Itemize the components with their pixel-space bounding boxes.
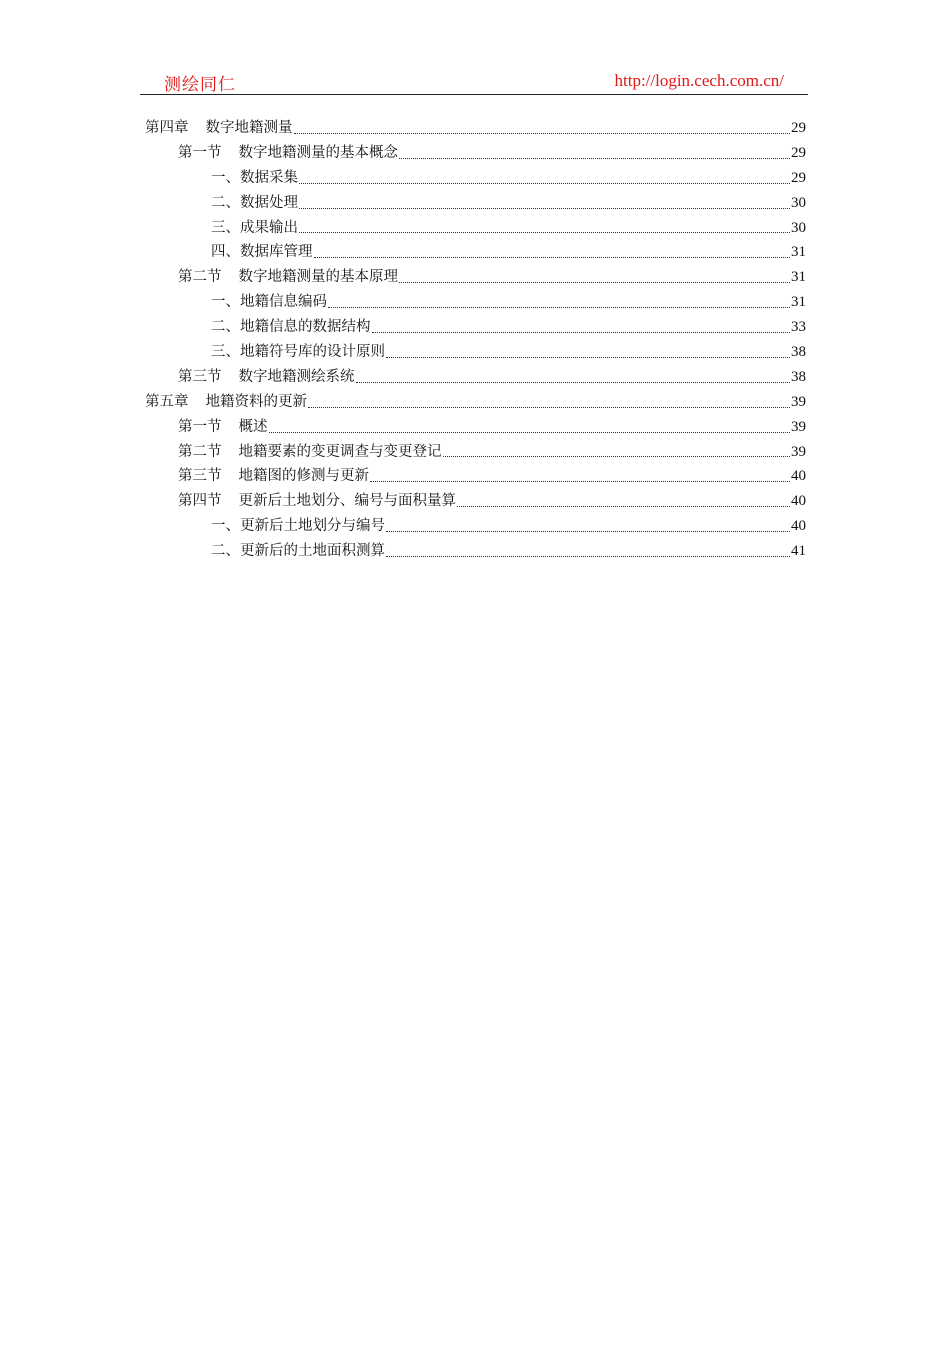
toc-entry-title: 二、数据处理 <box>211 194 298 211</box>
toc-entry-title: 三、地籍符号库的设计原则 <box>211 344 385 361</box>
toc-entry-item[interactable] <box>145 240 806 265</box>
toc-entry-title: 更新后土地划分、编号与面积量算 <box>238 493 456 510</box>
toc-entry-page: 31 <box>791 244 806 261</box>
toc-entry-section[interactable] <box>145 265 806 290</box>
toc-entry-chapter[interactable] <box>145 116 806 141</box>
toc-dot-leader <box>294 116 791 141</box>
toc-dot-leader <box>299 216 790 241</box>
toc-entry-page: 31 <box>791 269 806 286</box>
toc-entry-title: 数字地籍测量 <box>205 120 293 136</box>
toc-entry-page: 39 <box>791 443 806 460</box>
toc-dot-leader <box>328 290 790 315</box>
page-header <box>140 66 808 95</box>
toc-dot-leader <box>356 365 791 390</box>
toc-entry-item[interactable] <box>145 191 806 216</box>
toc-entry-section[interactable] <box>145 440 806 465</box>
toc-entry-section[interactable] <box>145 464 806 489</box>
toc-dot-leader <box>370 464 790 489</box>
toc-entry-number: 第二节 <box>178 269 222 286</box>
toc-entry-title: 一、更新后土地划分与编号 <box>211 518 385 535</box>
toc-entry-page: 38 <box>791 344 806 361</box>
toc-entry-section[interactable] <box>145 415 806 440</box>
toc-entry-page: 38 <box>791 368 806 385</box>
toc-entry-item[interactable] <box>145 290 806 315</box>
toc-entry-page: 33 <box>791 319 806 336</box>
toc-entry-title: 数字地籍测量的基本概念 <box>238 144 398 161</box>
toc-entry-number: 第一节 <box>178 418 222 435</box>
toc-entry-title: 数字地籍测绘系统 <box>238 368 355 385</box>
toc-dot-leader <box>386 539 790 564</box>
toc-entry-title: 二、地籍信息的数据结构 <box>211 319 371 336</box>
toc-entry-item[interactable] <box>145 539 806 564</box>
toc-entry-page: 39 <box>791 393 806 410</box>
toc-dot-leader <box>299 166 790 191</box>
toc-dot-leader <box>314 240 791 265</box>
toc-entry-title: 地籍资料的更新 <box>205 393 307 410</box>
toc-dot-leader <box>399 141 790 166</box>
toc-entry-number: 第三节 <box>178 368 222 385</box>
toc-dot-leader <box>386 514 790 539</box>
toc-dot-leader <box>269 415 791 440</box>
toc-dot-leader <box>443 440 791 465</box>
toc-entry-title: 一、数据采集 <box>211 169 298 186</box>
toc-entry-page: 40 <box>791 518 806 535</box>
toc-entry-page: 30 <box>791 194 806 211</box>
toc-entry-number: 第三节 <box>178 468 222 485</box>
toc-entry-title: 三、成果输出 <box>211 219 298 236</box>
table-of-contents <box>145 116 806 564</box>
toc-dot-leader <box>299 191 790 216</box>
toc-entry-item[interactable] <box>145 340 806 365</box>
toc-entry-page: 41 <box>791 543 806 560</box>
toc-entry-title: 二、更新后的土地面积测算 <box>211 543 385 560</box>
toc-dot-leader <box>399 265 790 290</box>
toc-dot-leader <box>457 489 790 514</box>
toc-entry-number: 第一节 <box>178 144 222 161</box>
toc-entry-section[interactable] <box>145 141 806 166</box>
toc-entry-title: 地籍要素的变更调查与变更登记 <box>238 443 442 460</box>
toc-entry-number: 第五章 <box>145 393 189 410</box>
toc-entry-page: 30 <box>791 219 806 236</box>
toc-dot-leader <box>372 315 791 340</box>
toc-dot-leader <box>308 390 790 415</box>
toc-entry-chapter[interactable] <box>145 390 806 415</box>
toc-entry-page: 40 <box>791 468 806 485</box>
toc-entry-item[interactable] <box>145 315 806 340</box>
toc-entry-title: 四、数据库管理 <box>211 244 313 261</box>
toc-entry-page: 29 <box>791 120 806 136</box>
toc-entry-page: 29 <box>791 144 806 161</box>
toc-entry-title: 地籍图的修测与更新 <box>238 468 369 485</box>
toc-entry-title: 一、地籍信息编码 <box>211 294 327 311</box>
toc-entry-page: 40 <box>791 493 806 510</box>
toc-entry-item[interactable] <box>145 166 806 191</box>
header-url[interactable]: http://login.cech.com.cn/ <box>614 71 784 90</box>
toc-entry-title: 概述 <box>238 418 268 435</box>
toc-entry-number: 第四章 <box>145 120 189 136</box>
toc-entry-title: 数字地籍测量的基本原理 <box>238 269 398 286</box>
toc-entry-item[interactable] <box>145 216 806 241</box>
toc-entry-section[interactable] <box>145 489 806 514</box>
toc-entry-page: 39 <box>791 418 806 435</box>
toc-entry-number: 第四节 <box>178 493 222 510</box>
toc-dot-leader <box>386 340 790 365</box>
toc-entry-section[interactable] <box>145 365 806 390</box>
header-site-name: 测绘同仁 <box>164 75 236 95</box>
toc-entry-number: 第二节 <box>178 443 222 460</box>
toc-entry-page: 29 <box>791 169 806 186</box>
toc-entry-page: 31 <box>791 294 806 311</box>
toc-entry-item[interactable] <box>145 514 806 539</box>
